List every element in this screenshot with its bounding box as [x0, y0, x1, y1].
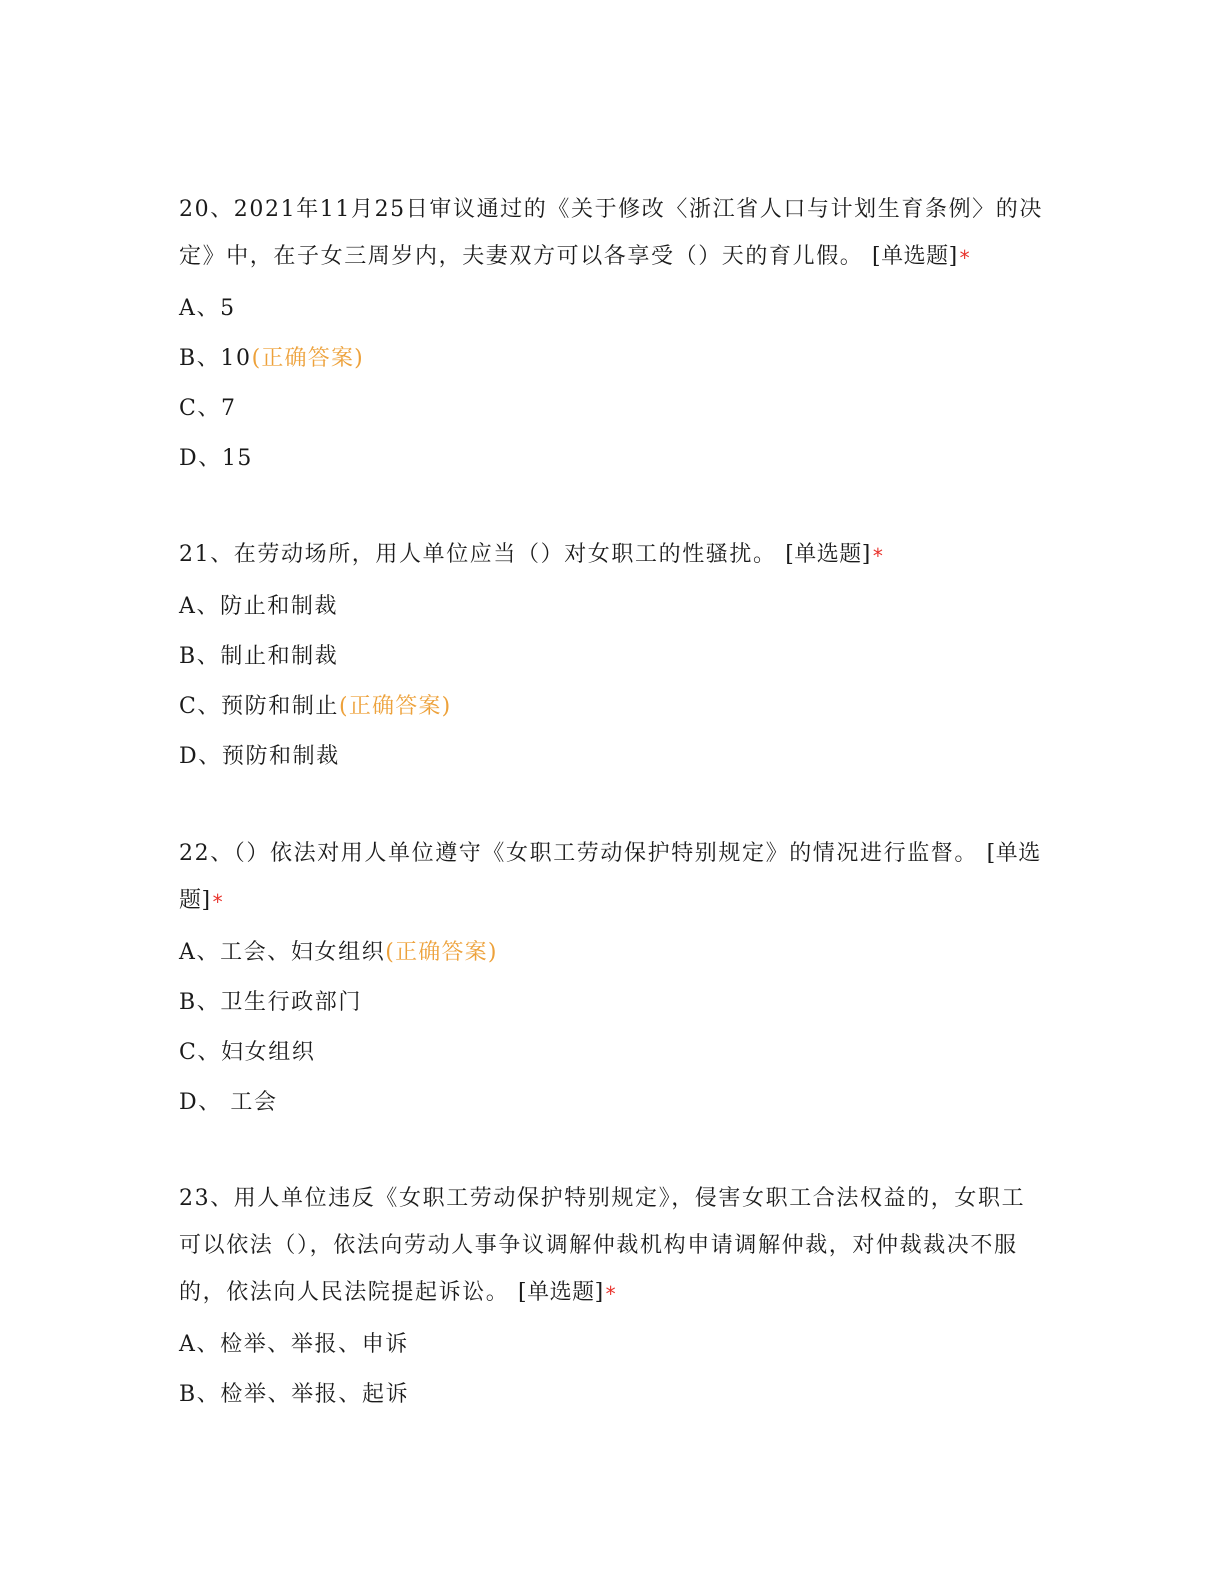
option-b[interactable] — [179, 334, 1044, 384]
option-a[interactable] — [179, 284, 1044, 334]
option-label: A、工会、妇女组织 — [179, 940, 386, 965]
correct-answer-tag: (正确答案) — [385, 940, 498, 965]
option-b[interactable] — [179, 1370, 1044, 1420]
option-label: C、妇女组织 — [179, 1040, 316, 1065]
option-a[interactable] — [179, 582, 1044, 632]
option-list — [179, 582, 1044, 782]
option-c[interactable] — [179, 1028, 1044, 1078]
required-asterisk-icon: * — [212, 890, 225, 914]
option-label: A、检举、举报、申诉 — [179, 1332, 409, 1357]
option-label: D、15 — [179, 446, 254, 471]
option-c[interactable] — [179, 384, 1044, 434]
question-type-tag: [单选题] — [785, 542, 871, 567]
option-a[interactable] — [179, 928, 1044, 978]
option-label: C、7 — [179, 396, 237, 421]
option-b[interactable] — [179, 632, 1044, 682]
option-list — [179, 928, 1044, 1128]
option-label: A、5 — [179, 296, 236, 321]
question-number: 20 — [179, 197, 211, 222]
question-type-tag: [单选题] — [179, 841, 1041, 913]
question-20 — [179, 186, 1044, 484]
option-c[interactable] — [179, 682, 1044, 732]
question-number: 21 — [179, 542, 211, 567]
question-body: 、用人单位违反《女职工劳动保护特别规定》，侵害女职工合法权益的，女职工可以依法（），依法向劳动人事争议调解仲裁机构申请调解仲裁，对仲裁裁决不服的，依法向人民法院提起诉讼。 — [179, 1186, 1026, 1305]
question-23 — [179, 1175, 1044, 1420]
correct-answer-tag: (正确答案) — [339, 694, 452, 719]
question-text — [179, 1175, 1044, 1316]
question-22 — [179, 830, 1044, 1128]
option-d[interactable] — [179, 732, 1044, 782]
option-label: B、10 — [179, 346, 252, 371]
option-b[interactable] — [179, 978, 1044, 1028]
question-body: 、2021年11月25日审议通过的《关于修改〈浙江省人口与计划生育条例〉的决定》中，在子女三周岁内，夫妻双方可以各享受（）天的育儿假。 — [179, 197, 1043, 269]
question-body: 、在劳动场所，用人单位应当（）对女职工的性骚扰。 — [210, 542, 777, 567]
required-asterisk-icon: * — [959, 246, 972, 270]
correct-answer-tag: (正确答案) — [251, 346, 364, 371]
required-asterisk-icon: * — [605, 1282, 618, 1306]
option-label: B、制止和制裁 — [179, 644, 339, 669]
option-list — [179, 1320, 1044, 1420]
option-label: A、防止和制裁 — [179, 594, 339, 619]
option-label: D、预防和制裁 — [179, 744, 340, 769]
option-label: D、 工会 — [179, 1090, 278, 1115]
question-number: 22 — [179, 841, 211, 866]
question-type-tag: [单选题] — [518, 1280, 604, 1305]
question-number: 23 — [179, 1186, 211, 1211]
question-text — [179, 186, 1044, 280]
required-asterisk-icon: * — [872, 544, 885, 568]
option-list — [179, 284, 1044, 484]
question-21 — [179, 531, 1044, 782]
option-d[interactable] — [179, 1078, 1044, 1128]
question-text — [179, 830, 1044, 924]
question-type-tag: [单选题] — [872, 244, 958, 269]
question-body: 、（）依法对用人单位遵守《女职工劳动保护特别规定》的情况进行监督。 — [210, 841, 979, 866]
option-label: B、卫生行政部门 — [179, 990, 362, 1015]
option-d[interactable] — [179, 434, 1044, 484]
option-label: C、预防和制止 — [179, 694, 340, 719]
question-text — [179, 531, 1044, 578]
option-a[interactable] — [179, 1320, 1044, 1370]
option-label: B、检举、举报、起诉 — [179, 1382, 410, 1407]
